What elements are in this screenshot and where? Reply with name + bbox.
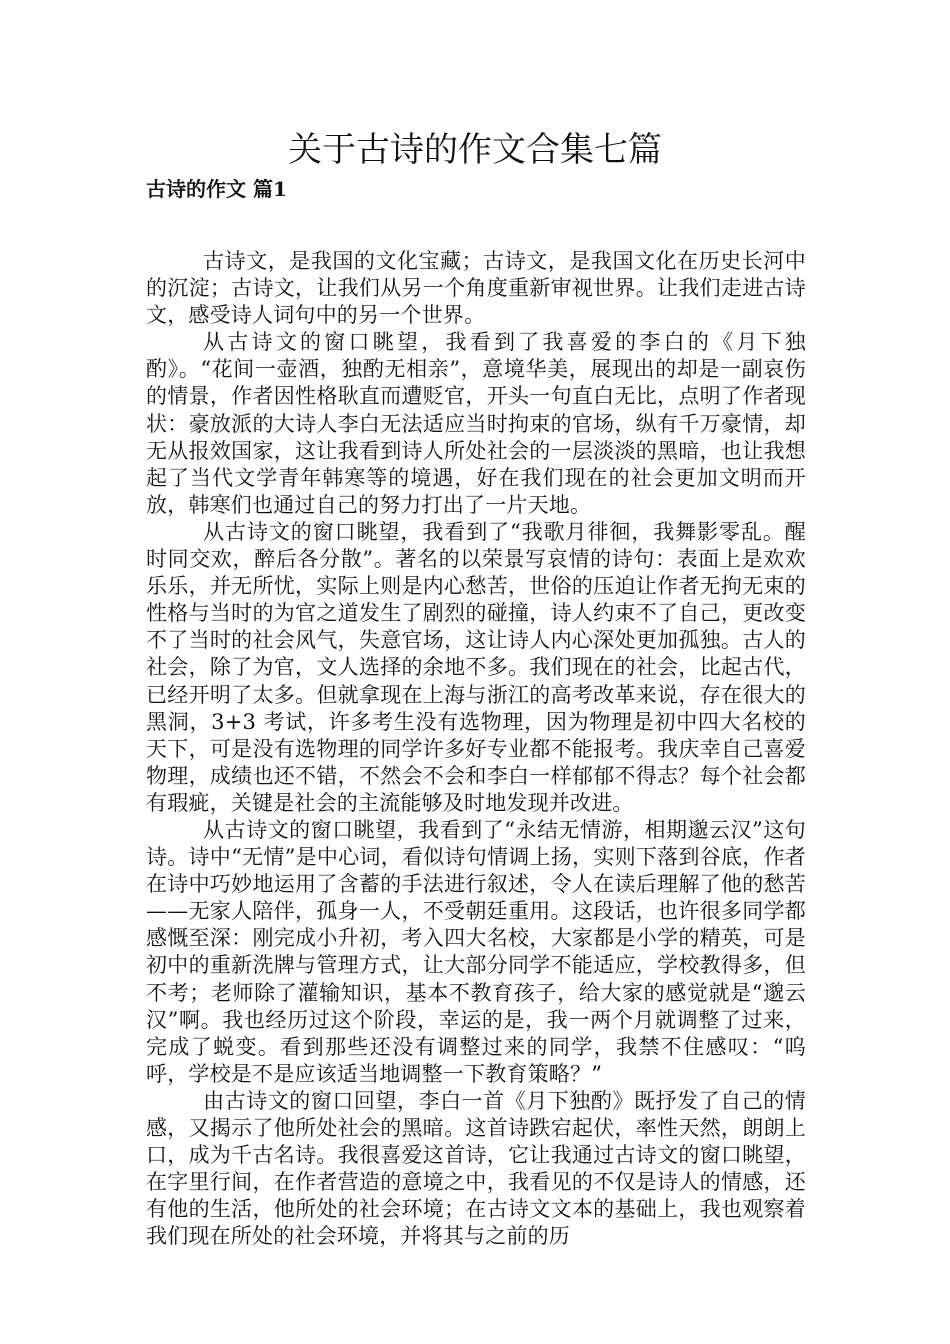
paragraph: 从古诗文的窗口眺望，我看到了“我歌月徘徊，我舞影零乱。醒时同交欢，醉后各分散”。著名的以荣景写哀情的诗句：表面上是欢欢乐乐，并无所忧，实际上则是内心愁苦，世俗的压迫让作者无拘无束的性格与当时的为官之道发生了剧烈的碰撞，诗人约束不了自己，更改变不了当时的社会风气，失意官场，这让诗人内心深处更加孤独。古人的社会，除了为官，文人选择的余地不多。我们现在的社会，比起古代，已经开明了太多。但就拿现在上海与浙江的高考改革来说，存在很大的黑洞，3+3 考试，许多考生没有选物理，因为物理是初中四大名校的天下，可是没有选物理的同学许多好专业都不能报考。我庆幸自己喜爱物理，成绩也还不错，不然会不会和李白一样郁郁不得志？每个社会都有瑕疵，关键是社会的主流能够及时地发现并改进。 — [146, 519, 806, 815]
paragraph: 从古诗文的窗口眺望，我看到了“永结无情游，相期邈云汉”这句诗。诗中“无情”是中心词，看似诗句情调上扬，实则下落到谷底，作者在诗中巧妙地运用了含蓄的手法进行叙述，令人在读后理解了他的愁苦——无家人陪伴，孤身一人，不受朝廷重用。这段话，也许很多同学都感慨至深：刚完成小升初，考入四大名校，大家都是小学的精英，可是初中的重新洗牌与管理方式，让大部分同学不能适应，学校教得多，但不考；老师除了灌输知识，基本不教育孩子，给大家的感觉就是“邈云汉”啊。我也经历过这个阶段，幸运的是，我一两个月就调整了过来，完成了蜕变。看到那些还没有调整过来的同学，我禁不住感叹：“呜呼，学校是不是应该适当地调整一下教育策略？” — [146, 817, 806, 1086]
essay-body — [146, 248, 806, 1250]
paragraph: 古诗文，是我国的文化宝藏；古诗文，是我国文化在历史长河中的沉淀；古诗文，让我们从另一个角度重新审视世界。让我们走进古诗文，感受诗人词句中的另一个世界。 — [146, 249, 806, 328]
section-heading: 古诗的作文 篇1 — [146, 177, 287, 201]
paragraph: 从古诗文的窗口眺望，我看到了我喜爱的李白的《月下独酌》。“花间一壶酒，独酌无相亲”，意境华美，展现出的却是一副哀伤的情景，作者因性格耿直而遭贬官，开头一句直白无比，点明了作者现状：豪放派的大诗人李白无法适应当时拘束的官场，纵有千万豪情，却无从报效国家，这让我看到诗人所处社会的一层淡淡的黑暗，也让我想起了当代文学青年韩寒等的境遇，好在我们现在的社会更加文明而开放，韩寒们也通过自己的努力打出了一片天地。 — [146, 330, 806, 517]
document-title: 关于古诗的作文合集七篇 — [288, 130, 662, 170]
paragraph: 由古诗文的窗口回望，李白一首《月下独酌》既抒发了自己的情感，又揭示了他所处社会的黑暗。这首诗跌宕起伏，率性天然，朗朗上口，成为千古名诗。我很喜爱这首诗，它让我通过古诗文的窗口眺望，在字里行间，在作者营造的意境之中，我看见的不仅是诗人的情感，还有他的生活，他所处的社会环境；在古诗文文本的基础上，我也观察着我们现在所处的社会环境，并将其与之前的历 — [146, 1088, 806, 1249]
